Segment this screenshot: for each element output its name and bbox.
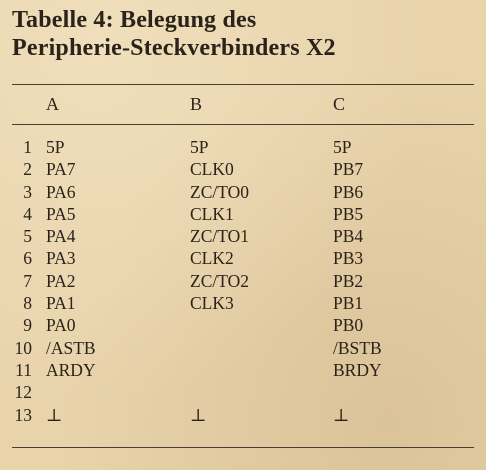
table-row xyxy=(0,247,486,269)
table-row xyxy=(0,404,486,426)
cell-c: PB0 xyxy=(333,315,364,336)
column-header-c: C xyxy=(333,94,346,114)
cell-c: PB5 xyxy=(333,203,364,224)
cell-a: PA3 xyxy=(46,248,76,269)
table-row xyxy=(0,203,486,225)
table-row xyxy=(0,381,486,403)
table-row xyxy=(0,270,486,292)
cell-c: PB4 xyxy=(333,226,364,247)
table-row xyxy=(0,158,486,180)
cell-b: ZC/TO0 xyxy=(190,181,249,202)
row-number: 5 xyxy=(23,226,32,247)
row-number: 1 xyxy=(23,137,32,157)
row-number: 6 xyxy=(23,248,32,269)
cell-a: /ASTB xyxy=(46,337,96,358)
row-number: 3 xyxy=(23,181,32,202)
row-number: 10 xyxy=(14,337,32,358)
table-row xyxy=(0,181,486,203)
cell-b: CLK1 xyxy=(190,203,234,224)
table-title-line-1: Tabelle 4: Belegung des xyxy=(12,7,257,33)
cell-c: PB1 xyxy=(333,293,364,314)
cell-c: PB2 xyxy=(333,270,364,291)
table-title-line-2: Peripherie-Steckverbinders X2 xyxy=(12,35,336,61)
cell-c: PB6 xyxy=(333,181,364,202)
cell-a: ARDY xyxy=(46,359,96,380)
table-title xyxy=(12,6,336,62)
cell-c: /BSTB xyxy=(333,337,382,358)
table-row xyxy=(0,292,486,314)
row-number: 7 xyxy=(23,270,32,291)
ground-symbol-c: ⊥ xyxy=(333,404,350,425)
cell-a: PA6 xyxy=(46,181,76,202)
column-header-b: B xyxy=(190,94,203,114)
table-body xyxy=(0,136,486,426)
table-row xyxy=(0,337,486,359)
cell-b: CLK3 xyxy=(190,293,234,314)
table-row xyxy=(0,359,486,381)
row-number: 11 xyxy=(15,359,32,380)
table-row xyxy=(0,314,486,336)
cell-a: 5P xyxy=(46,137,65,157)
cell-b: ZC/TO1 xyxy=(190,226,249,247)
row-number: 13 xyxy=(14,404,32,425)
cell-c: 5P xyxy=(333,137,352,157)
ground-symbol-b: ⊥ xyxy=(190,404,207,425)
row-number: 8 xyxy=(23,293,32,314)
cell-b: CLK0 xyxy=(190,159,234,180)
cell-a: PA5 xyxy=(46,203,76,224)
cell-a: PA7 xyxy=(46,159,76,180)
cell-b: CLK2 xyxy=(190,248,234,269)
row-number: 2 xyxy=(23,159,32,180)
header-rule xyxy=(12,124,474,125)
cell-c: BRDY xyxy=(333,359,382,380)
bottom-rule xyxy=(12,447,474,448)
ground-symbol-a: ⊥ xyxy=(46,404,63,425)
top-rule xyxy=(12,84,474,85)
cell-a: PA4 xyxy=(46,226,76,247)
row-number: 9 xyxy=(23,315,32,336)
cell-c: PB3 xyxy=(333,248,364,269)
table-row xyxy=(0,136,486,158)
column-header-a: A xyxy=(46,94,59,114)
row-number: 12 xyxy=(14,382,32,403)
cell-a: PA2 xyxy=(46,270,76,291)
cell-b: 5P xyxy=(190,137,209,157)
cell-c: PB7 xyxy=(333,159,364,180)
row-number: 4 xyxy=(23,203,32,224)
cell-a: PA1 xyxy=(46,293,76,314)
cell-b: ZC/TO2 xyxy=(190,270,249,291)
cell-a: PA0 xyxy=(46,315,76,336)
table-row xyxy=(0,225,486,247)
